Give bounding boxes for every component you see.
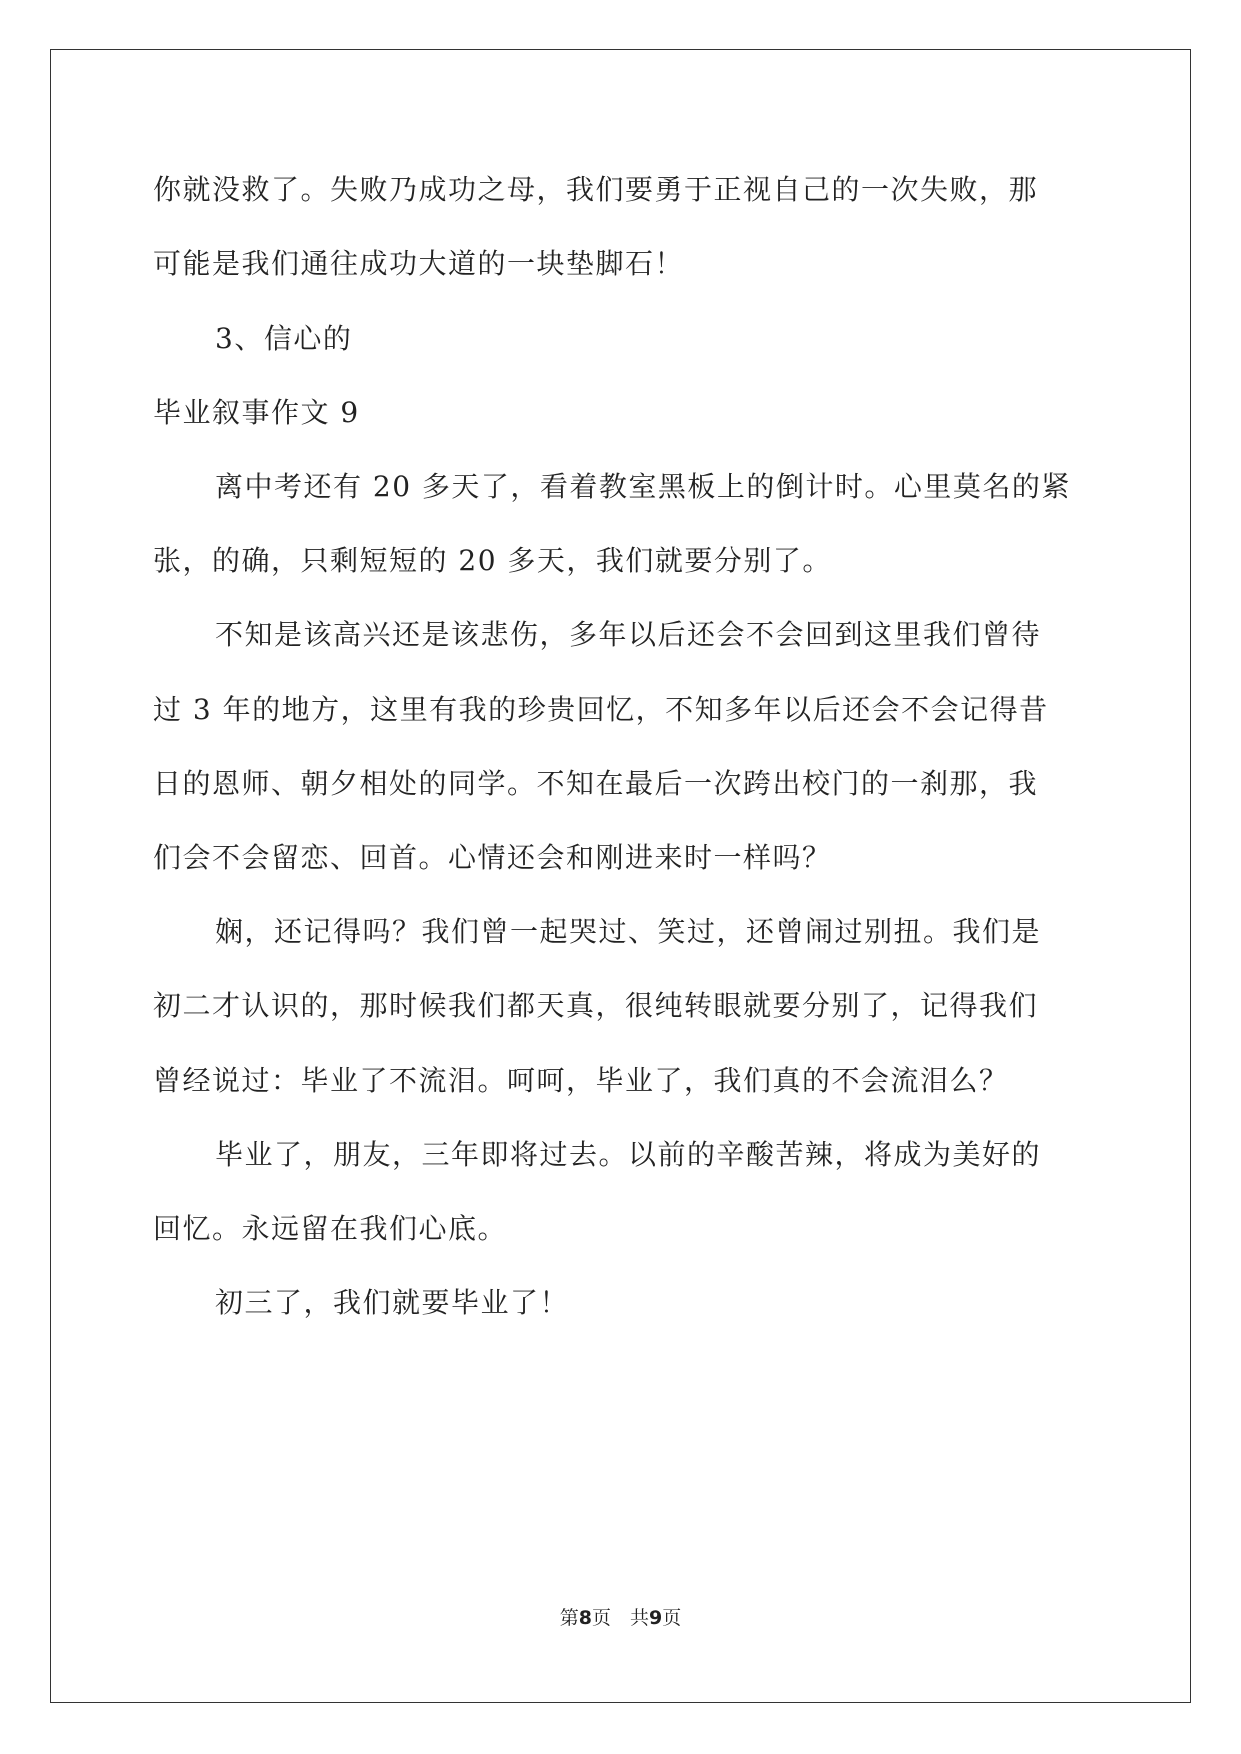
text-line: 张，的确，只剩短短的 20 多天，我们就要分别了。 — [153, 544, 832, 577]
text-line: 回忆。永远留在我们心底。 — [153, 1212, 508, 1245]
text-line: 初三了，我们就要毕业了！ — [215, 1286, 570, 1319]
page-number-footer — [0, 1606, 1241, 1630]
text-line: 们会不会留恋、回首。心情还会和刚进来时一样吗？ — [153, 841, 832, 874]
page-suffix: 页 — [662, 1607, 682, 1629]
text-line: 过 3 年的地方，这里有我的珍贵回忆，不知多年以后还会不会记得昔 — [153, 693, 1049, 726]
text-line: 离中考还有 20 多天了，看着教室黑板上的倒计时。心里莫名的紧 — [215, 470, 1071, 503]
text-line: 不知是该高兴还是该悲伤，多年以后还会不会回到这里我们曾待 — [215, 618, 1042, 651]
text-line: 日的恩师、朝夕相处的同学。不知在最后一次跨出校门的一刹那，我 — [153, 767, 1039, 800]
essay-title: 毕业叙事作文 9 — [153, 396, 360, 429]
text-line: 你就没救了。失败乃成功之母，我们要勇于正视自己的一次失败，那 — [153, 173, 1039, 206]
text-line: 毕业了，朋友，三年即将过去。以前的辛酸苦辣，将成为美好的 — [215, 1138, 1042, 1171]
section-heading: 3、信心的 — [215, 322, 353, 355]
text-line: 可能是我们通往成功大道的一块垫脚石！ — [153, 247, 685, 280]
page-prefix: 第 — [559, 1607, 579, 1629]
text-line: 娴，还记得吗？我们曾一起哭过、笑过，还曾闹过别扭。我们是 — [215, 915, 1042, 948]
page-mid: 页 共 — [591, 1607, 649, 1629]
page-total: 9 — [649, 1607, 663, 1629]
text-line: 曾经说过：毕业了不流泪。呵呵，毕业了，我们真的不会流泪么？ — [153, 1064, 1009, 1097]
page-current: 8 — [578, 1607, 592, 1629]
text-line: 初二才认识的，那时候我们都天真，很纯转眼就要分别了，记得我们 — [153, 989, 1039, 1022]
